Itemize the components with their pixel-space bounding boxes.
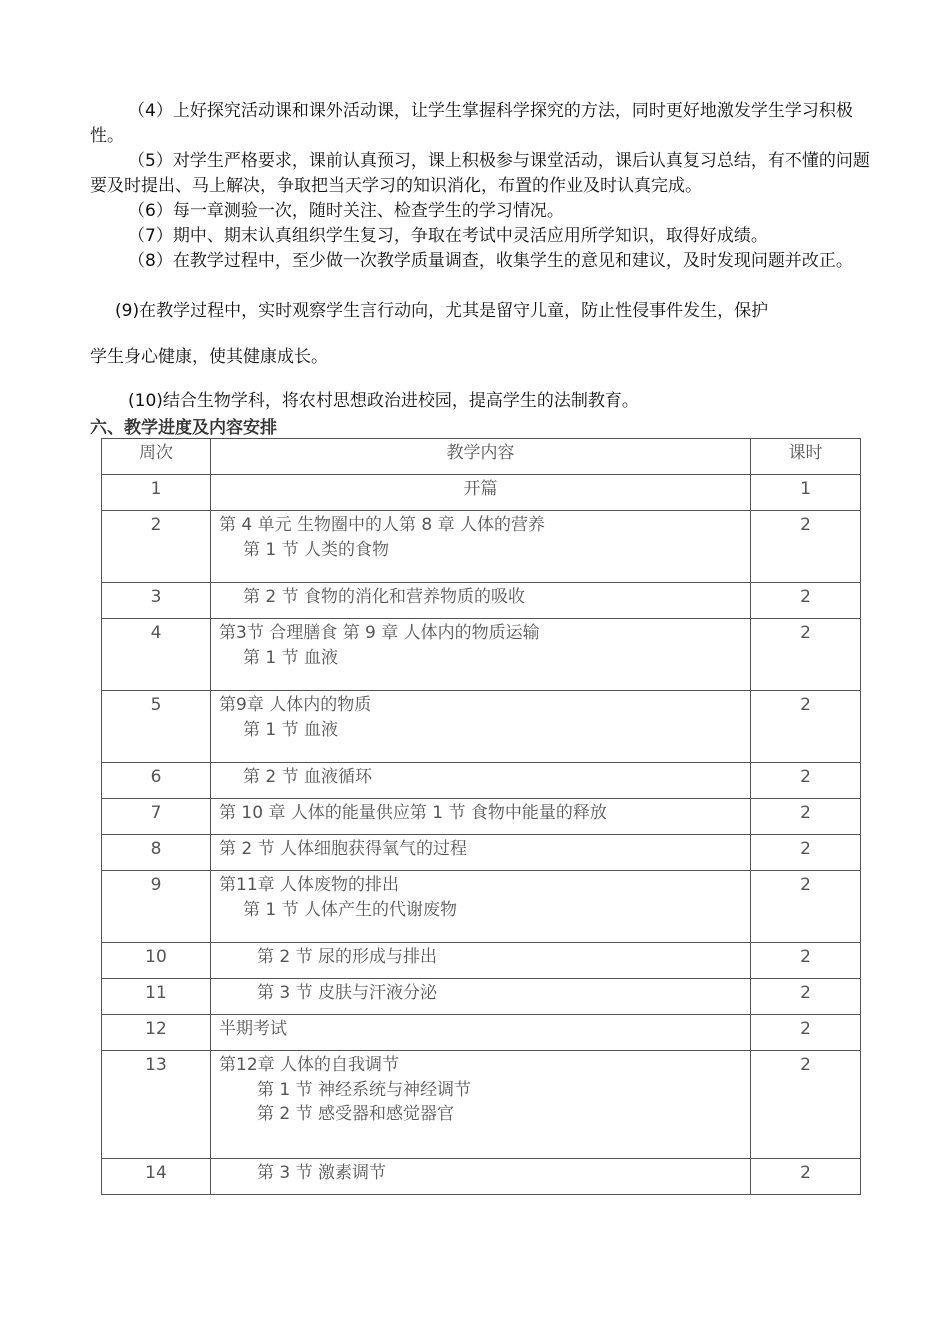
content-cell: 半期考试 [211, 1015, 751, 1051]
content-line: 第 1 节 血液 [243, 719, 339, 740]
paragraph-6: （6）每一章测验一次，随时关注、检查学生的学习情况。 [128, 201, 564, 221]
table-row [102, 583, 861, 619]
header-content: 教学内容 [211, 439, 751, 475]
content-line: 第 1 节 血液 [243, 647, 339, 668]
content-line: 第9章 人体内的物质 [219, 695, 372, 715]
week-cell: 5 [102, 691, 211, 763]
table-row [102, 835, 861, 871]
week-cell: 1 [102, 475, 211, 511]
header-hours: 课时 [751, 439, 861, 475]
table-row [102, 619, 861, 691]
hours-cell: 2 [751, 799, 861, 835]
content-cell [211, 871, 751, 943]
table-row [102, 475, 861, 511]
table-row [102, 691, 861, 763]
hours-cell: 2 [751, 835, 861, 871]
section-title: 六、教学进度及内容安排 [90, 418, 277, 438]
content-cell [211, 511, 751, 583]
hours-cell: 2 [751, 1015, 861, 1051]
content-cell [211, 763, 751, 799]
hours-cell: 2 [751, 583, 861, 619]
content-line: 第11章 人体废物的排出 [219, 875, 400, 895]
hours-cell: 2 [751, 1051, 861, 1159]
paragraph-9: (9)在教学过程中，实时观察学生言行动向，尤其是留守儿童，防止性侵事件发生，保护 [115, 301, 769, 321]
week-cell: 2 [102, 511, 211, 583]
content-line: 第 2 节 感受器和感觉器官 [257, 1104, 455, 1124]
table-row [102, 763, 861, 799]
paragraph-5: （5）对学生严格要求，课前认真预习，课上积极参与课堂活动，课后认真复习总结，有不懂的问题要及时提出、马上解决，争取把当天学习的知识消化，布置的作业及时认真完成。 [90, 151, 870, 196]
content-cell [211, 979, 751, 1015]
content-cell [211, 619, 751, 691]
week-cell: 7 [102, 799, 211, 835]
paragraph-10: (10)结合生物学科，将农村思想政治进校园，提高学生的法制教育。 [128, 391, 639, 411]
hours-cell: 2 [751, 619, 861, 691]
hours-cell: 2 [751, 979, 861, 1015]
table-row [102, 511, 861, 583]
table-row [102, 871, 861, 943]
content-line: 第 1 节 人体产生的代谢废物 [243, 899, 458, 920]
content-cell: 第 2 节 人体细胞获得氧气的过程 [211, 835, 751, 871]
week-cell: 13 [102, 1051, 211, 1159]
week-cell: 14 [102, 1159, 211, 1195]
table-row [102, 979, 861, 1015]
header-week: 周次 [102, 439, 211, 475]
content-cell [211, 1051, 751, 1159]
table-header-row [102, 439, 861, 475]
content-cell [211, 1159, 751, 1195]
table-row [102, 1051, 861, 1159]
content-line: 第 1 节 人类的食物 [243, 539, 390, 560]
hours-cell: 2 [751, 1159, 861, 1195]
table-row [102, 799, 861, 835]
content-line: 第 3 节 激素调节 [257, 1163, 387, 1183]
table-row [102, 1159, 861, 1195]
content-line: 第 2 节 血液循环 [243, 767, 373, 787]
paragraph-7: （7）期中、期末认真组织学生复习，争取在考试中灵活应用所学知识，取得好成绩。 [128, 226, 768, 246]
week-cell: 6 [102, 763, 211, 799]
week-cell: 8 [102, 835, 211, 871]
content-cell [211, 583, 751, 619]
week-cell: 4 [102, 619, 211, 691]
hours-cell: 2 [751, 691, 861, 763]
content-cell: 第 10 章 人体的能量供应第 1 节 食物中能量的释放 [211, 799, 751, 835]
week-cell: 11 [102, 979, 211, 1015]
content-line: 第12章 人体的自我调节 [219, 1055, 400, 1075]
table-row [102, 1015, 861, 1051]
content-line: 第3节 合理膳食 第 9 章 人体内的物质运输 [219, 623, 540, 643]
paragraph-4: （4）上好探究活动课和课外活动课，让学生掌握科学探究的方法，同时更好地激发学生学习积极性。 [90, 101, 853, 146]
week-cell: 3 [102, 583, 211, 619]
hours-cell: 2 [751, 943, 861, 979]
hours-cell: 2 [751, 763, 861, 799]
paragraph-8: （8）在教学过程中，至少做一次教学质量调查，收集学生的意见和建议，及时发现问题并改正。 [128, 251, 853, 271]
hours-cell: 2 [751, 511, 861, 583]
week-cell: 12 [102, 1015, 211, 1051]
content-line: 第 2 节 尿的形成与排出 [257, 947, 438, 967]
content-line: 第 4 单元 生物圈中的人第 8 章 人体的营养 [219, 515, 546, 535]
content-cell [211, 943, 751, 979]
hours-cell: 1 [751, 475, 861, 511]
content-cell: 开篇 [211, 475, 751, 511]
week-cell: 9 [102, 871, 211, 943]
week-cell: 10 [102, 943, 211, 979]
schedule-table [101, 438, 861, 1195]
content-line: 第 2 节 食物的消化和营养物质的吸收 [243, 587, 526, 607]
table-row [102, 943, 861, 979]
paragraph-9-continued: 学生身心健康，使其健康成长。 [90, 347, 328, 367]
content-line: 第 3 节 皮肤与汗液分泌 [257, 983, 438, 1003]
content-line: 第 1 节 神经系统与神经调节 [257, 1079, 472, 1100]
hours-cell: 2 [751, 871, 861, 943]
content-cell [211, 691, 751, 763]
